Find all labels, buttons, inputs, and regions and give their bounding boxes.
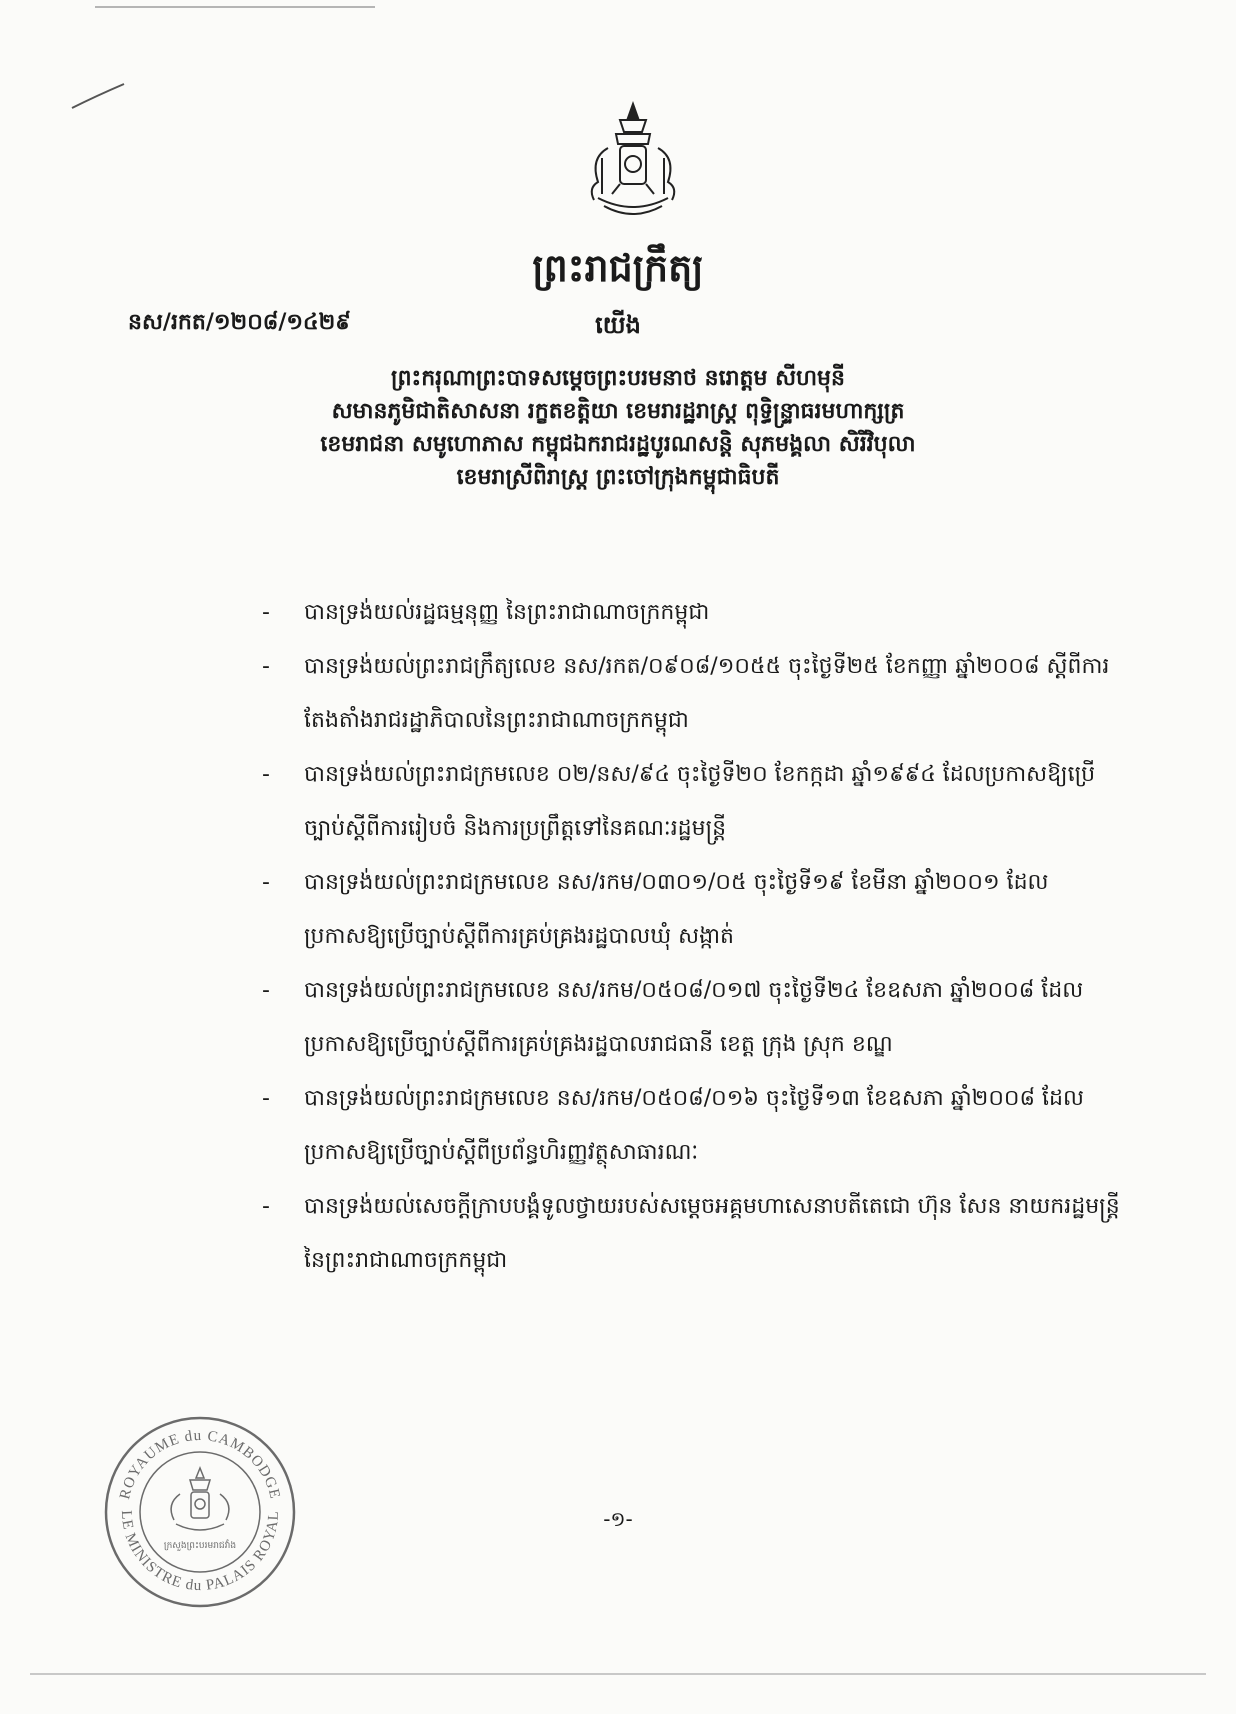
page-number: -១- [603, 1507, 633, 1531]
list-dash: - [262, 978, 270, 1003]
list-item [262, 964, 1122, 1072]
we-heading: យើង [595, 311, 641, 339]
scan-artifact-line [95, 6, 375, 8]
list-item [262, 1180, 1122, 1288]
king-title-line: សមានភូមិជាតិសាសនា រក្ខតខត្តិយា ខេមរារដ្ឋរាស្ត្រ ពុទ្ធិន្ទ្រាធរមហាក្សត្រ [331, 399, 905, 424]
list-dash: - [262, 870, 270, 895]
king-title-block [0, 362, 1236, 494]
seal-inner-text: ក្រសួងព្រះបរមរាជវាំង [163, 1541, 237, 1551]
list-item [262, 586, 1122, 640]
list-item-text: បានទ្រង់យល់ព្រះរាជក្រឹត្យលេខ នស/រកត/០៩០៨/១០៥៥ ចុះថ្ងៃទី២៥ ខែកញ្ញា ឆ្នាំ២០០៨ ស្តីពីការតែងតាំងរាជរដ្ឋាភិបាលនៃព្រះរាជាណាចក្រកម្ពុជា [304, 654, 1110, 733]
seal-top-text: ROYAUME du CAMBODGE [117, 1427, 283, 1501]
list-item-text: បានទ្រង់យល់ព្រះរាជក្រមលេខ នស/រកម/០៥០៨/០១៧ ចុះថ្ងៃទី២៤ ខែឧសភា ឆ្នាំ២០០៨ ដែលប្រកាសឱ្យប្រើច្បាប់ស្តីពីការគ្រប់គ្រងរដ្ឋបាលរាជធានី ខេត្ត ក្រុង ស្រុក ខណ្ឌ [304, 978, 1084, 1057]
list-dash: - [262, 1086, 270, 1111]
list-dash: - [262, 654, 270, 679]
list-item [262, 1072, 1122, 1180]
royal-emblem-icon [568, 98, 698, 228]
list-dash: - [262, 600, 270, 625]
list-item [262, 856, 1122, 964]
king-title-line: ខេមរាជនា សមូហោភាស កម្ពុជឯករាជរដ្ឋបូរណសន្តិ សុភមង្គលា សិរីវិបុលា [320, 432, 916, 457]
list-item-text: បានទ្រង់យល់រដ្ឋធម្មនុញ្ញ នៃព្រះរាជាណាចក្រកម្ពុជា [304, 600, 710, 625]
list-item-text: បានទ្រង់យល់ព្រះរាជក្រមលេខ នស/រកម/០៣០១/០៥ ចុះថ្ងៃទី១៩ ខែមីនា ឆ្នាំ២០០១ ដែលប្រកាសឱ្យប្រើច្បាប់ស្តីពីការគ្រប់គ្រងរដ្ឋបាលឃុំ សង្កាត់ [304, 870, 1049, 949]
reference-number: នស/រកត/១២០៨/១៤២៩ [128, 310, 351, 335]
scan-bottom-edge [30, 1673, 1206, 1675]
considerations-list [262, 586, 1122, 1288]
list-item-text: បានទ្រង់យល់សេចក្តីក្រាបបង្គំទូលថ្វាយរបស់សម្តេចអគ្គមហាសេនាបតីតេជោ ហ៊ុន សែន នាយករដ្ឋមន្ត្រី នៃព្រះរាជាណាចក្រកម្ពុជា [304, 1194, 1120, 1273]
king-title-line: ខេមរាស្រីពិរាស្ត្រ ព្រះចៅក្រុងកម្ពុជាធិបតី [456, 465, 780, 490]
list-dash: - [262, 1194, 270, 1219]
list-item [262, 748, 1122, 856]
seal-bottom-text: LE MINISTRE du PALAIS ROYAL [117, 1509, 283, 1595]
pen-stroke-mark [68, 78, 128, 118]
decree-title: ព្រះរាជក្រឹត្យ [532, 246, 704, 290]
list-item-text: បានទ្រង់យល់ព្រះរាជក្រមលេខ ០២/នស/៩៤ ចុះថ្ងៃទី២០ ខែកក្កដា ឆ្នាំ១៩៩៤ ដែលប្រកាសឱ្យប្រើច្បាប់ស្តីពីការរៀបចំ និងការប្រព្រឹត្តទៅនៃគណៈរដ្ឋមន្ត្រី [304, 762, 1096, 841]
list-dash: - [262, 762, 270, 787]
king-title-line: ព្រះករុណាព្រះបាទសម្តេចព្រះបរមនាថ នរោត្តម សីហមុនី [391, 366, 845, 391]
list-item-text: បានទ្រង់យល់ព្រះរាជក្រមលេខ នស/រកម/០៥០៨/០១៦ ចុះថ្ងៃទី១៣ ខែឧសភា ឆ្នាំ២០០៨ ដែលប្រកាសឱ្យប្រើច្បាប់ស្តីពីប្រព័ន្ធហិរញ្ញវត្ថុសាធារណៈ [304, 1086, 1084, 1165]
list-item [262, 640, 1122, 748]
